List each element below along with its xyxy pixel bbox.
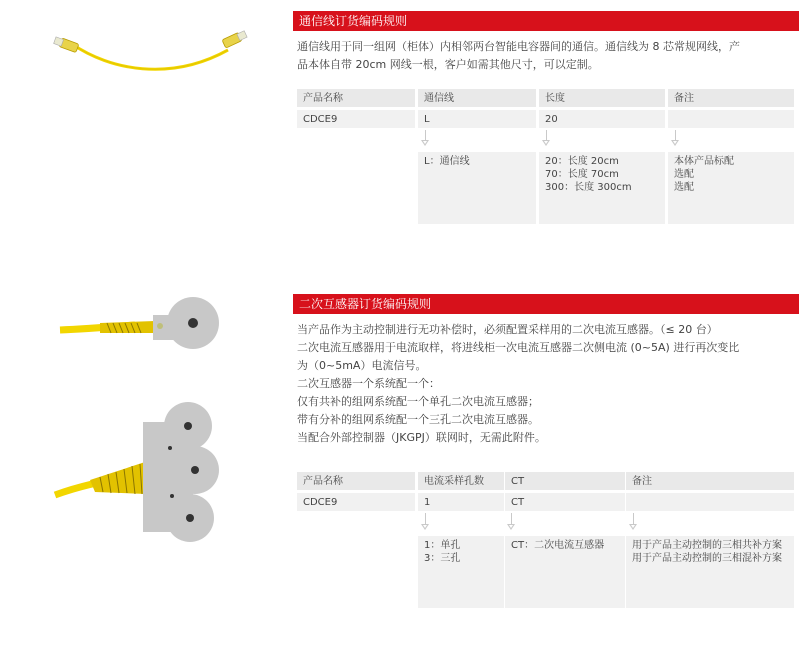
table-cell: CDCE9	[297, 493, 415, 511]
option-text: 3：三孔	[424, 553, 461, 564]
option-cell	[505, 536, 625, 608]
table-cell: 1	[418, 493, 504, 511]
option-cell	[626, 536, 794, 608]
desc-line: 当产品作为主动控制进行无功补偿时，必须配置采样用的二次电流互感器。（≤ 20 台）	[297, 323, 718, 336]
desc-line: 为（0~5mA）电流信号。	[297, 359, 427, 372]
table-header: 备注	[668, 89, 794, 107]
table-cell: CT	[505, 493, 625, 511]
option-text: 20：长度 20cm	[545, 156, 619, 167]
desc-line: 仅有共补的组网系统配一个单孔二次电流互感器；	[297, 395, 539, 408]
desc-line: 当配合外部控制器（JKGPJ）联网时，无需此附件。	[297, 431, 546, 444]
table-header: 电流采样孔数	[418, 472, 504, 490]
option-text: L：通信线	[424, 156, 470, 167]
option-text: 选配	[674, 182, 694, 193]
option-cell	[539, 152, 665, 224]
arrow-down-icon	[671, 140, 679, 146]
table-header: CT	[505, 472, 625, 490]
single-hole-transformer-image	[55, 285, 255, 365]
three-hole-transformer-image	[50, 400, 250, 560]
secondary-transformer-description	[297, 321, 739, 447]
table-header: 长度	[539, 89, 665, 107]
communication-cable-description	[297, 38, 740, 74]
table-header: 备注	[626, 472, 794, 490]
desc-line: 通信线用于同一组网（柜体）内相邻两台智能电容器间的通信。通信线为 8 芯常规网线，产	[297, 40, 740, 53]
arrow-down-icon	[542, 140, 550, 146]
table-cell	[668, 110, 794, 128]
option-cell	[418, 536, 504, 608]
arrow-down-icon	[507, 524, 515, 530]
table-header: 产品名称	[297, 89, 415, 107]
option-text: 本体产品标配	[674, 156, 734, 167]
table-cell: 20	[539, 110, 665, 128]
desc-line: 品本体自带 20cm 网线一根，客户如需其他尺寸，可以定制。	[297, 58, 599, 71]
arrow-down-icon	[421, 524, 429, 530]
section-title-communication-cable: 通信线订货编码规则	[293, 11, 799, 31]
option-cell	[418, 152, 536, 224]
option-text: CT：二次电流互感器	[511, 540, 605, 551]
arrow-down-icon	[421, 140, 429, 146]
section-title-secondary-transformer: 二次互感器订货编码规则	[293, 294, 799, 314]
table-cell	[626, 493, 794, 511]
option-text: 1：单孔	[424, 540, 461, 551]
desc-line: 二次互感器一个系统配一个：	[297, 377, 440, 390]
table-header: 通信线	[418, 89, 536, 107]
option-text: 选配	[674, 169, 694, 180]
option-text: 70：长度 70cm	[545, 169, 619, 180]
option-text: 300：长度 300cm	[545, 182, 632, 193]
desc-line: 二次电流互感器用于电流取样，将进线柜一次电流互感器二次侧电流 (0~5A) 进行再次变比	[297, 341, 740, 354]
option-cell	[668, 152, 794, 224]
table-header: 产品名称	[297, 472, 415, 490]
option-text: 用于产品主动控制的三相混补方案	[632, 553, 782, 564]
arrow-down-icon	[629, 524, 637, 530]
network-cable-image	[50, 30, 250, 90]
desc-line: 带有分补的组网系统配一个三孔二次电流互感器。	[297, 413, 539, 426]
table-cell: CDCE9	[297, 110, 415, 128]
table-cell: L	[418, 110, 536, 128]
option-text: 用于产品主动控制的三相共补方案	[632, 540, 782, 551]
